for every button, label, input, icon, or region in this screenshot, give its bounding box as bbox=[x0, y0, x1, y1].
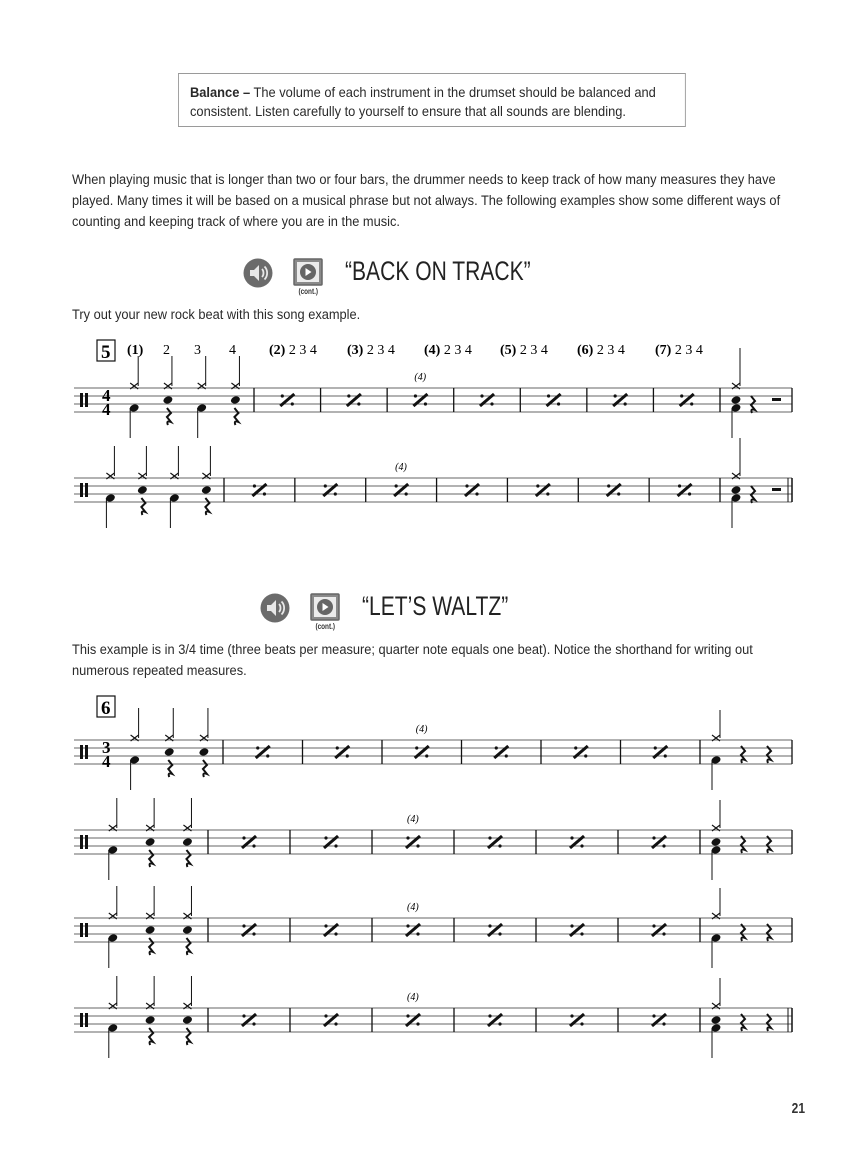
quarter-rest bbox=[141, 498, 145, 515]
quarter-rest bbox=[149, 938, 153, 955]
quarter-rest bbox=[149, 1028, 153, 1045]
quarter-rest bbox=[205, 498, 209, 515]
quarter-rest bbox=[186, 850, 190, 867]
count-label: (2) 2 3 4 bbox=[269, 343, 317, 358]
quarter-rest bbox=[741, 924, 745, 941]
cont-label: (cont.) bbox=[315, 622, 335, 631]
example-number: 5 bbox=[101, 342, 111, 363]
count-label: 2 bbox=[163, 343, 170, 358]
time-sig-bottom: 4 bbox=[102, 400, 111, 419]
quarter-rest bbox=[767, 924, 771, 941]
note-head bbox=[198, 747, 209, 757]
time-sig-bottom: 4 bbox=[102, 752, 111, 771]
intro-paragraph: When playing music that is longer than two or four bars, the drummer needs to keep track of how many measures they have played. Many times it will be based on a musical phrase but not always. The following examples show some different ways of counting and keeping track of where you are in the music. bbox=[72, 172, 781, 230]
note-head bbox=[230, 395, 241, 405]
percussion-clef bbox=[80, 483, 83, 497]
bar-count-label: (4) bbox=[407, 814, 419, 825]
quarter-rest bbox=[767, 746, 771, 763]
quarter-rest bbox=[767, 836, 771, 853]
quarter-rest bbox=[741, 836, 745, 853]
note-head bbox=[137, 485, 148, 495]
percussion-clef bbox=[80, 923, 83, 937]
bar-count-label: (4) bbox=[407, 992, 419, 1003]
song-title: “LET’S WALTZ” bbox=[362, 591, 509, 621]
quarter-rest bbox=[741, 746, 745, 763]
percussion-clef bbox=[80, 745, 83, 759]
quarter-rest bbox=[186, 1028, 190, 1045]
song-description: This example is in 3/4 time (three beats per measure; quarter note equals one beat). Notice the shorthand for writing out numerous repeated measures. bbox=[72, 642, 753, 679]
quarter-rest bbox=[149, 850, 153, 867]
note-head bbox=[182, 837, 193, 847]
half-rest bbox=[772, 488, 781, 491]
count-label: 4 bbox=[229, 343, 236, 358]
count-label: (3) 2 3 4 bbox=[347, 343, 395, 358]
example-number: 6 bbox=[101, 698, 111, 719]
bar-count-label: (4) bbox=[414, 372, 427, 383]
count-label: (4) 2 3 4 bbox=[424, 343, 472, 358]
note-head bbox=[164, 747, 175, 757]
count-label: (6) 2 3 4 bbox=[577, 343, 625, 358]
note-head bbox=[182, 1015, 193, 1025]
percussion-clef bbox=[80, 393, 83, 407]
note-head bbox=[731, 395, 742, 405]
note-head bbox=[145, 925, 156, 935]
quarter-rest bbox=[186, 938, 190, 955]
page-number: 21 bbox=[791, 1100, 806, 1117]
time-sig-top: 4 bbox=[102, 386, 111, 405]
note-head bbox=[145, 837, 156, 847]
callout-term: Balance – bbox=[189, 84, 251, 100]
callout-text: The volume of each instrument in the drumset should be balanced and consistent. Listen carefully to yourself to ensure that all sounds are blending. bbox=[189, 84, 656, 119]
count-label: (5) 2 3 4 bbox=[500, 343, 548, 358]
quarter-rest bbox=[767, 1014, 771, 1031]
time-sig-top: 3 bbox=[102, 738, 111, 757]
note-head bbox=[711, 1015, 722, 1025]
percussion-clef bbox=[80, 1013, 83, 1027]
note-head bbox=[182, 925, 193, 935]
cont-label: (cont.) bbox=[298, 287, 318, 296]
quarter-rest bbox=[203, 760, 207, 777]
count-label: 3 bbox=[194, 343, 201, 358]
song-title: “BACK ON TRACK” bbox=[345, 256, 531, 286]
half-rest bbox=[772, 398, 781, 401]
quarter-rest bbox=[234, 408, 238, 425]
note-head bbox=[711, 837, 722, 847]
song-description: Try out your new rock beat with this song example. bbox=[72, 307, 361, 323]
count-label: (7) 2 3 4 bbox=[655, 343, 703, 358]
percussion-clef bbox=[80, 835, 83, 849]
quarter-rest bbox=[741, 1014, 745, 1031]
note-head bbox=[145, 1015, 156, 1025]
bar-count-label: (4) bbox=[407, 902, 419, 913]
note-head bbox=[162, 395, 173, 405]
note-head bbox=[201, 485, 212, 495]
quarter-rest bbox=[167, 408, 171, 425]
quarter-rest bbox=[168, 760, 172, 777]
note-head bbox=[731, 485, 742, 495]
bar-count-label: (4) bbox=[415, 724, 428, 735]
count-label: (1) bbox=[127, 343, 144, 358]
bar-count-label: (4) bbox=[395, 462, 407, 473]
